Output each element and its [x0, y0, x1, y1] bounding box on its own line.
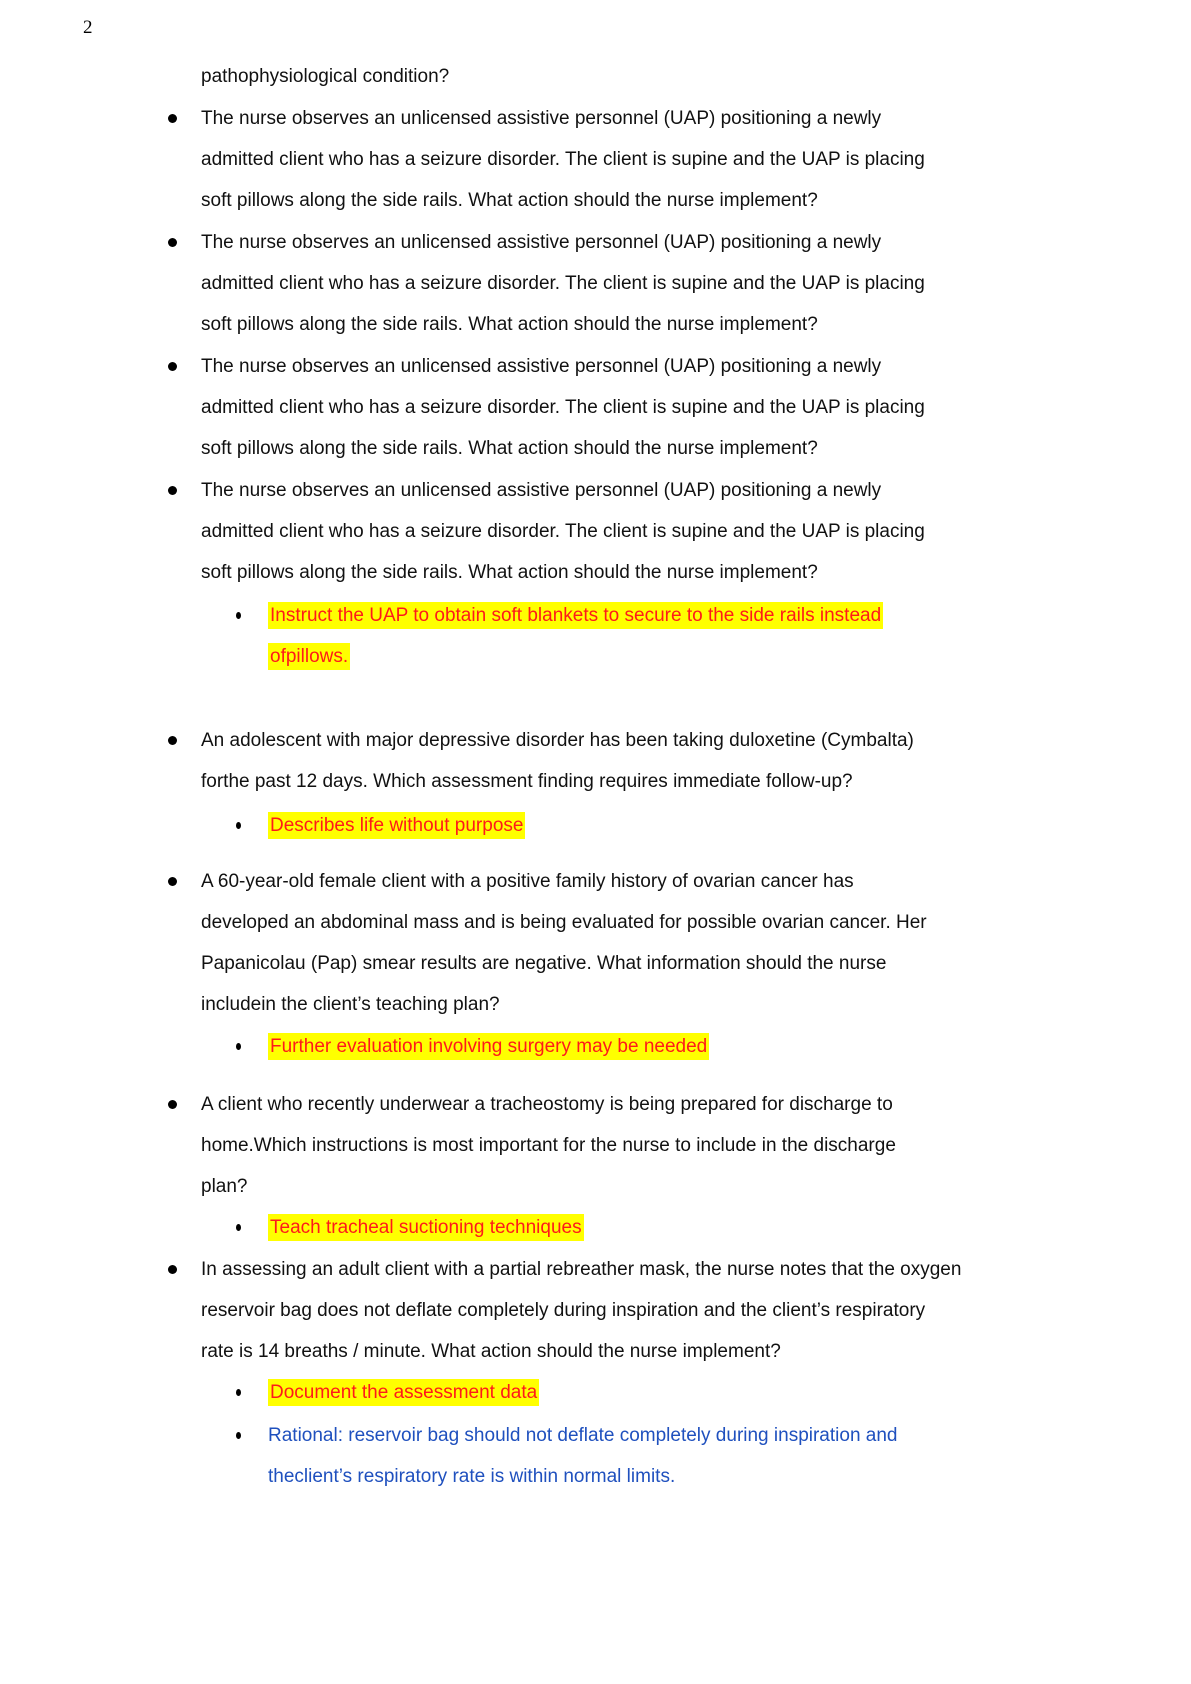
sub-bullet-icon [236, 822, 241, 829]
question-item [201, 861, 927, 1025]
answer-item [268, 1372, 539, 1413]
question-line: admitted client who has a seizure disorder. The client is supine and the UAP is placing [201, 273, 925, 294]
question-item [201, 470, 925, 593]
question-line: The nurse observes an unlicensed assistive personnel (UAP) positioning a newly [201, 356, 882, 377]
answer-text: Document the assessment data [268, 1379, 539, 1406]
question-line: includein the client’s teaching plan? [201, 994, 500, 1015]
question-line: The nurse observes an unlicensed assistive personnel (UAP) positioning a newly [201, 108, 882, 129]
answer-text: Teach tracheal suctioning techniques [268, 1214, 584, 1241]
answer-item [268, 595, 883, 677]
answer-text: Further evaluation involving surgery may be needed [268, 1033, 709, 1060]
rationale-item [268, 1415, 898, 1497]
answer-line [268, 1372, 539, 1413]
question-item [201, 346, 925, 469]
page-number: 2 [83, 17, 93, 38]
question-line: home.Which instructions is most important for the nurse to include in the discharge [201, 1135, 896, 1156]
bullet-icon [168, 486, 177, 495]
question-line: admitted client who has a seizure disorder. The client is supine and the UAP is placing [201, 397, 925, 418]
rationale-line [268, 1415, 898, 1456]
bullet-icon [168, 1100, 177, 1109]
question-line: forthe past 12 days. Which assessment finding requires immediate follow-up? [201, 771, 853, 792]
rationale-text: Rational: reservoir bag should not deflate completely during inspiration and [268, 1425, 898, 1446]
bullet-icon [168, 1265, 177, 1274]
bullet-icon [168, 362, 177, 371]
question-line: In assessing an adult client with a partial rebreather mask, the nurse notes that the oxygen [201, 1259, 962, 1280]
question-item [201, 1249, 961, 1372]
question-line: soft pillows along the side rails. What action should the nurse implement? [201, 314, 818, 335]
bullet-icon [168, 877, 177, 886]
bullet-icon [168, 736, 177, 745]
question-line: A 60-year-old female client with a positive family history of ovarian cancer has [201, 871, 854, 892]
answer-text: ofpillows. [268, 643, 350, 670]
question-line: admitted client who has a seizure disorder. The client is supine and the UAP is placing [201, 149, 925, 170]
question-line: soft pillows along the side rails. What action should the nurse implement? [201, 438, 818, 459]
sub-bullet-icon [236, 1432, 241, 1439]
question-line: plan? [201, 1176, 248, 1197]
question-item [201, 1084, 896, 1207]
question-line: developed an abdominal mass and is being evaluated for possible ovarian cancer. Her [201, 912, 927, 933]
answer-line [268, 595, 883, 636]
continuation-text [201, 56, 449, 97]
question-line: An adolescent with major depressive disorder has been taking duloxetine (Cymbalta) [201, 730, 914, 751]
answer-text: Instruct the UAP to obtain soft blankets to secure to the side rails instead [268, 602, 883, 629]
answer-item [268, 1026, 709, 1067]
question-line: soft pillows along the side rails. What action should the nurse implement? [201, 562, 818, 583]
question-line: The nurse observes an unlicensed assistive personnel (UAP) positioning a newly [201, 232, 882, 253]
question-line: Papanicolau (Pap) smear results are negative. What information should the nurse [201, 953, 887, 974]
bullet-icon [168, 114, 177, 123]
answer-line [268, 1026, 709, 1067]
answer-line [268, 636, 883, 677]
question-item [201, 222, 925, 345]
question-line: soft pillows along the side rails. What action should the nurse implement? [201, 190, 818, 211]
question-line: A client who recently underwear a tracheostomy is being prepared for discharge to [201, 1094, 893, 1115]
question-line: rate is 14 breaths / minute. What action should the nurse implement? [201, 1341, 781, 1362]
question-item [201, 720, 914, 802]
answer-item [268, 1207, 584, 1248]
answer-text: Describes life without purpose [268, 812, 525, 839]
question-item [201, 98, 925, 221]
sub-bullet-icon [236, 1389, 241, 1396]
answer-line [268, 1207, 584, 1248]
answer-item [268, 805, 525, 846]
question-line: The nurse observes an unlicensed assistive personnel (UAP) positioning a newly [201, 480, 882, 501]
sub-bullet-icon [236, 1224, 241, 1231]
sub-bullet-icon [236, 1043, 241, 1050]
question-line: reservoir bag does not deflate completely during inspiration and the client’s respiratory [201, 1300, 926, 1321]
rationale-line [268, 1456, 898, 1497]
bullet-icon [168, 238, 177, 247]
answer-line [268, 805, 525, 846]
text-line: pathophysiological condition? [201, 66, 450, 87]
question-line: admitted client who has a seizure disorder. The client is supine and the UAP is placing [201, 521, 925, 542]
sub-bullet-icon [236, 612, 241, 619]
rationale-text: theclient’s respiratory rate is within normal limits. [268, 1466, 676, 1487]
